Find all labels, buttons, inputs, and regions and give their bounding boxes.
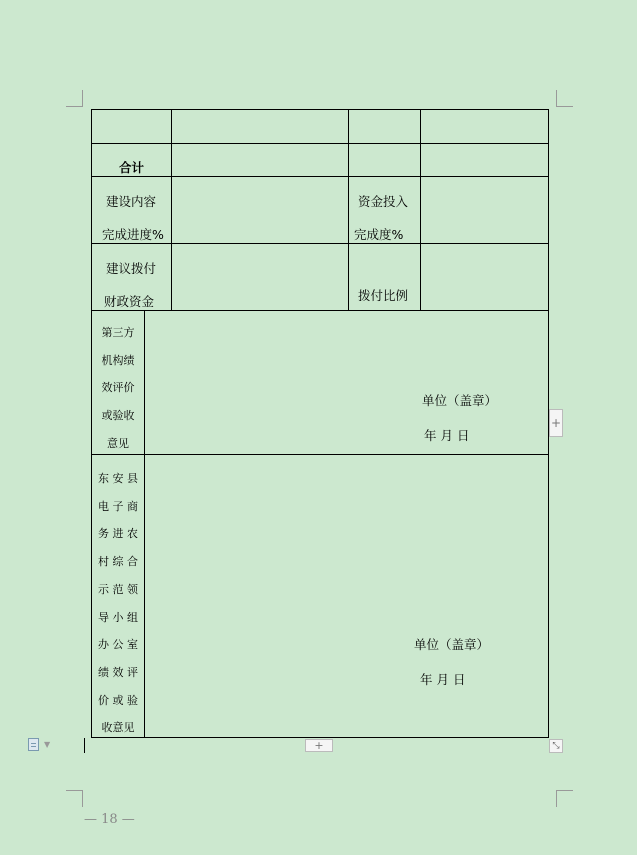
page-corner-bottom-right [556,790,573,807]
row-divider [92,243,548,244]
office-seal-date: 年 月 日 [420,672,466,687]
fund-input-label: 资金投入 [358,194,409,209]
add-column-button[interactable]: + [549,409,563,437]
fiscal-fund-label: 财政资金 [104,294,155,309]
evaluation-table[interactable] [91,109,549,738]
third-party-seal-unit: 单位（盖章） [422,393,498,408]
col-divider [171,110,172,310]
col-divider [348,110,349,310]
document-icon[interactable] [28,738,39,751]
page-corner-top-left [66,90,83,107]
col-divider [420,110,421,310]
table-resize-handle[interactable]: ⤡ [549,739,563,753]
fund-completion-label: 完成度% [354,227,404,242]
row-divider [92,143,548,144]
page-number: — 18 — [84,812,135,827]
row-divider [92,310,548,311]
suggest-label: 建议拨付 [106,261,157,276]
office-label: 东 安 县 电 子 商 务 进 农 村 综 合 示 范 领 导 小 组 办 公 室 绩 效 评 价 或 验 收意见 [98,472,138,735]
add-row-button[interactable]: + [305,739,333,752]
page-corner-top-right [556,90,573,107]
chevron-down-icon[interactable]: ▼ [44,740,51,749]
row-divider [92,176,548,177]
col-divider [144,310,145,737]
total-label: 合计 [119,160,145,175]
construction-progress-label: 完成进度% [102,227,164,242]
construction-label: 建设内容 [106,194,157,209]
row-divider [92,454,548,455]
page-corner-bottom-left [66,790,83,807]
ratio-label: 拨付比例 [358,288,409,303]
office-seal-unit: 单位（盖章） [414,637,490,652]
third-party-seal-date: 年 月 日 [424,428,470,443]
third-party-label: 第三方 机构绩 效评价 或验收 意见 [101,326,135,450]
text-cursor [84,738,85,753]
